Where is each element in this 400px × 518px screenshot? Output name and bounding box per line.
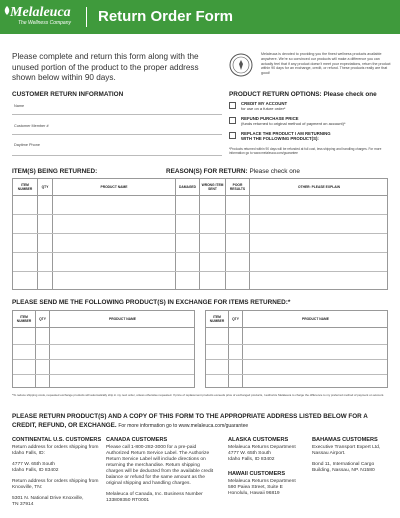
table-row[interactable] <box>206 359 387 360</box>
reason-title <box>166 168 300 175</box>
exchange-table-left <box>12 310 195 388</box>
hawaii-heading: HAWAII CUSTOMERS <box>228 471 286 477</box>
continental-idaho-label: Return address for orders shipping from Idaho Falls, ID: <box>12 445 99 456</box>
continental-address <box>12 437 104 513</box>
return-options-note: *Products returned within 90 days will be refunded at full cost, less shipping and handling charges. For more information go to www.melaleuca.com/guarantee <box>229 147 382 156</box>
name-field-label: Name <box>14 104 25 108</box>
hawaii-city: Honolulu, Hawaii 96819 <box>228 491 280 496</box>
refund-desc: (funds returned to original method of payment on account)* <box>241 121 346 126</box>
logo-tagline: The Wellness Company <box>18 20 71 26</box>
returned-items-table <box>12 178 388 290</box>
alaska-heading: ALASKA CUSTOMERS <box>228 437 289 443</box>
bahamas-line1: Executive Transport Expert Ltd, Nassau Airport. <box>312 445 381 456</box>
phone-field-label: Daytime Phone <box>14 143 40 147</box>
continental-knoxville-street: 5301 N. National Drive Knoxville, <box>12 496 84 501</box>
member-number-field[interactable] <box>12 134 222 135</box>
exchange-title-suffix: * <box>287 299 291 306</box>
return-instructions-text: PLEASE RETURN PRODUCT(S) AND A COPY OF THIS FORM TO THE APPROPRIATE ADDRESS LISTED BELOW FOR A CREDIT, REFUND, OR EXCHANGE. <box>12 413 368 429</box>
credit-account-checkbox[interactable] <box>229 102 236 109</box>
continental-idaho-street: 4777 W. 65th South <box>12 462 55 467</box>
replace-checkbox[interactable] <box>229 132 236 139</box>
hawaii-street: 590 Paiea Street, Suite E <box>228 485 283 490</box>
return-options-title-suffix: Please check one <box>323 91 377 98</box>
bahamas-address <box>312 437 392 479</box>
table-row[interactable] <box>13 271 387 272</box>
col-item-number: ITEM NUMBER <box>17 183 33 191</box>
refund-checkbox[interactable] <box>229 117 236 124</box>
logo-name: Melaleuca <box>10 5 71 20</box>
alaska-street: 4777 W. 65th South <box>228 451 271 456</box>
header-divider <box>86 7 87 27</box>
col-product-name: PRODUCT NAME <box>100 185 128 189</box>
col-item-number: ITEM NUMBER <box>16 315 32 323</box>
col-wrong-item: WRONG ITEM SENT <box>201 183 224 191</box>
canada-instructions: Please call 1-800-282-3000 for a pre-paid Authorized Return Service Label. The Authorize Return Service Label will include directions on returning the merchandise. Return shipping charges will be deducted from the available credit balance or refund for the same amount as the original shipping and handling charges. <box>106 445 214 486</box>
col-qty: QTY <box>232 317 239 321</box>
col-damaged: DAMAGED <box>178 185 197 189</box>
exchange-title-text: PLEASE SEND ME THE FOLLOWING PRODUCT(S) IN EXCHANGE FOR ITEMS RETURNED: <box>12 299 288 306</box>
table-row[interactable] <box>13 359 194 360</box>
table-row[interactable] <box>13 252 387 253</box>
return-instructions <box>12 412 392 431</box>
exchange-table-right <box>205 310 388 388</box>
canada-address <box>106 437 218 509</box>
canada-heading: CANADA CUSTOMERS <box>106 437 168 443</box>
return-options-title <box>229 91 377 98</box>
returned-items-title: ITEM(S) BEING RETURNED: <box>12 168 98 175</box>
replace-label: REPLACE THE PRODUCT I AM RETURNING <box>241 131 331 136</box>
exchange-footnote: *To reduce shipping costs, requested exchange products will automatically ship in my next order, unless otherwise requested. If price of replacement products exceeds price of exchanged products, I authorize Melaleuca to charge the difference to my preferred method of payment on account. <box>12 393 385 397</box>
intro-text: Please complete and return this form along with the unused portion of the product to the proper address shown below within 90 days. <box>12 52 199 82</box>
credit-account-label: CREDIT MY ACCOUNT <box>241 101 288 106</box>
refund-label: REFUND PURCHASE PRICE <box>241 116 299 121</box>
hawaii-dept: Melaleuca Returns Department <box>228 479 296 484</box>
reason-title-text: REASON(S) FOR RETURN: <box>166 168 248 175</box>
table-row[interactable] <box>13 374 194 375</box>
col-product-name: PRODUCT NAME <box>302 317 329 321</box>
col-other: OTHER: PLEASE EXPLAIN <box>298 185 340 189</box>
alaska-hawaii-address <box>228 437 308 502</box>
replace-label-line2: WITH THE FOLLOWING PRODUCT(S): <box>241 136 319 141</box>
bahamas-line2: Bond 11, International Cargo Building, Nassau, NP. N1580 <box>312 462 375 473</box>
header-bar <box>0 0 400 34</box>
phone-field[interactable] <box>12 155 222 156</box>
name-field[interactable] <box>12 114 222 115</box>
continental-knoxville-label: Return address for orders shipping from Knoxville, TN: <box>12 479 99 490</box>
col-item-number: ITEM NUMBER <box>209 315 225 323</box>
table-row[interactable] <box>13 233 387 234</box>
table-row[interactable] <box>13 344 194 345</box>
reason-title-suffix: Please check one <box>249 168 300 175</box>
return-options-title-text: PRODUCT RETURN OPTIONS: <box>229 91 322 98</box>
alaska-city: Idaho Falls, ID 83402 <box>228 457 275 462</box>
member-number-field-label: Customer Member # <box>14 124 49 128</box>
page-title: Return Order Form <box>98 8 234 25</box>
table-row[interactable] <box>206 374 387 375</box>
continental-heading: CONTINENTAL U.S. CUSTOMERS <box>12 437 102 443</box>
table-row[interactable] <box>206 344 387 345</box>
credit-account-desc: for use on a future order* <box>241 106 286 111</box>
col-qty: QTY <box>41 185 49 189</box>
guarantee-seal-icon <box>229 53 253 77</box>
table-row[interactable] <box>13 214 387 215</box>
col-poor-results: POOR RESULTS <box>229 183 246 191</box>
guarantee-text: Melaleuca is devoted to providing you the finest wellness products available anywhere. We're so convinced our products will make a difference you can actually feel that if any product doesn't meet your expectations, return the product within 90 days for an exchange, credit, or refund. These products really are that good! <box>261 52 391 76</box>
continental-knoxville-city: TN 37914 <box>12 502 34 507</box>
bahamas-heading: BAHAMAS CUSTOMERS <box>312 437 378 443</box>
customer-info-title: CUSTOMER RETURN INFORMATION <box>12 91 124 98</box>
col-qty: QTY <box>39 317 46 321</box>
canada-business-number: Melaleuca of Canada, Inc. Business Number 133809350 RT0001 <box>106 492 203 503</box>
exchange-title <box>12 299 290 306</box>
continental-idaho-city: Idaho Falls, ID 83402 <box>12 468 59 473</box>
alaska-dept: Melaleuca Returns Department <box>228 445 296 450</box>
col-product-name: PRODUCT NAME <box>109 317 136 321</box>
return-instructions-more: For more information go to www.melaleuca.com/guarantee <box>118 423 249 429</box>
